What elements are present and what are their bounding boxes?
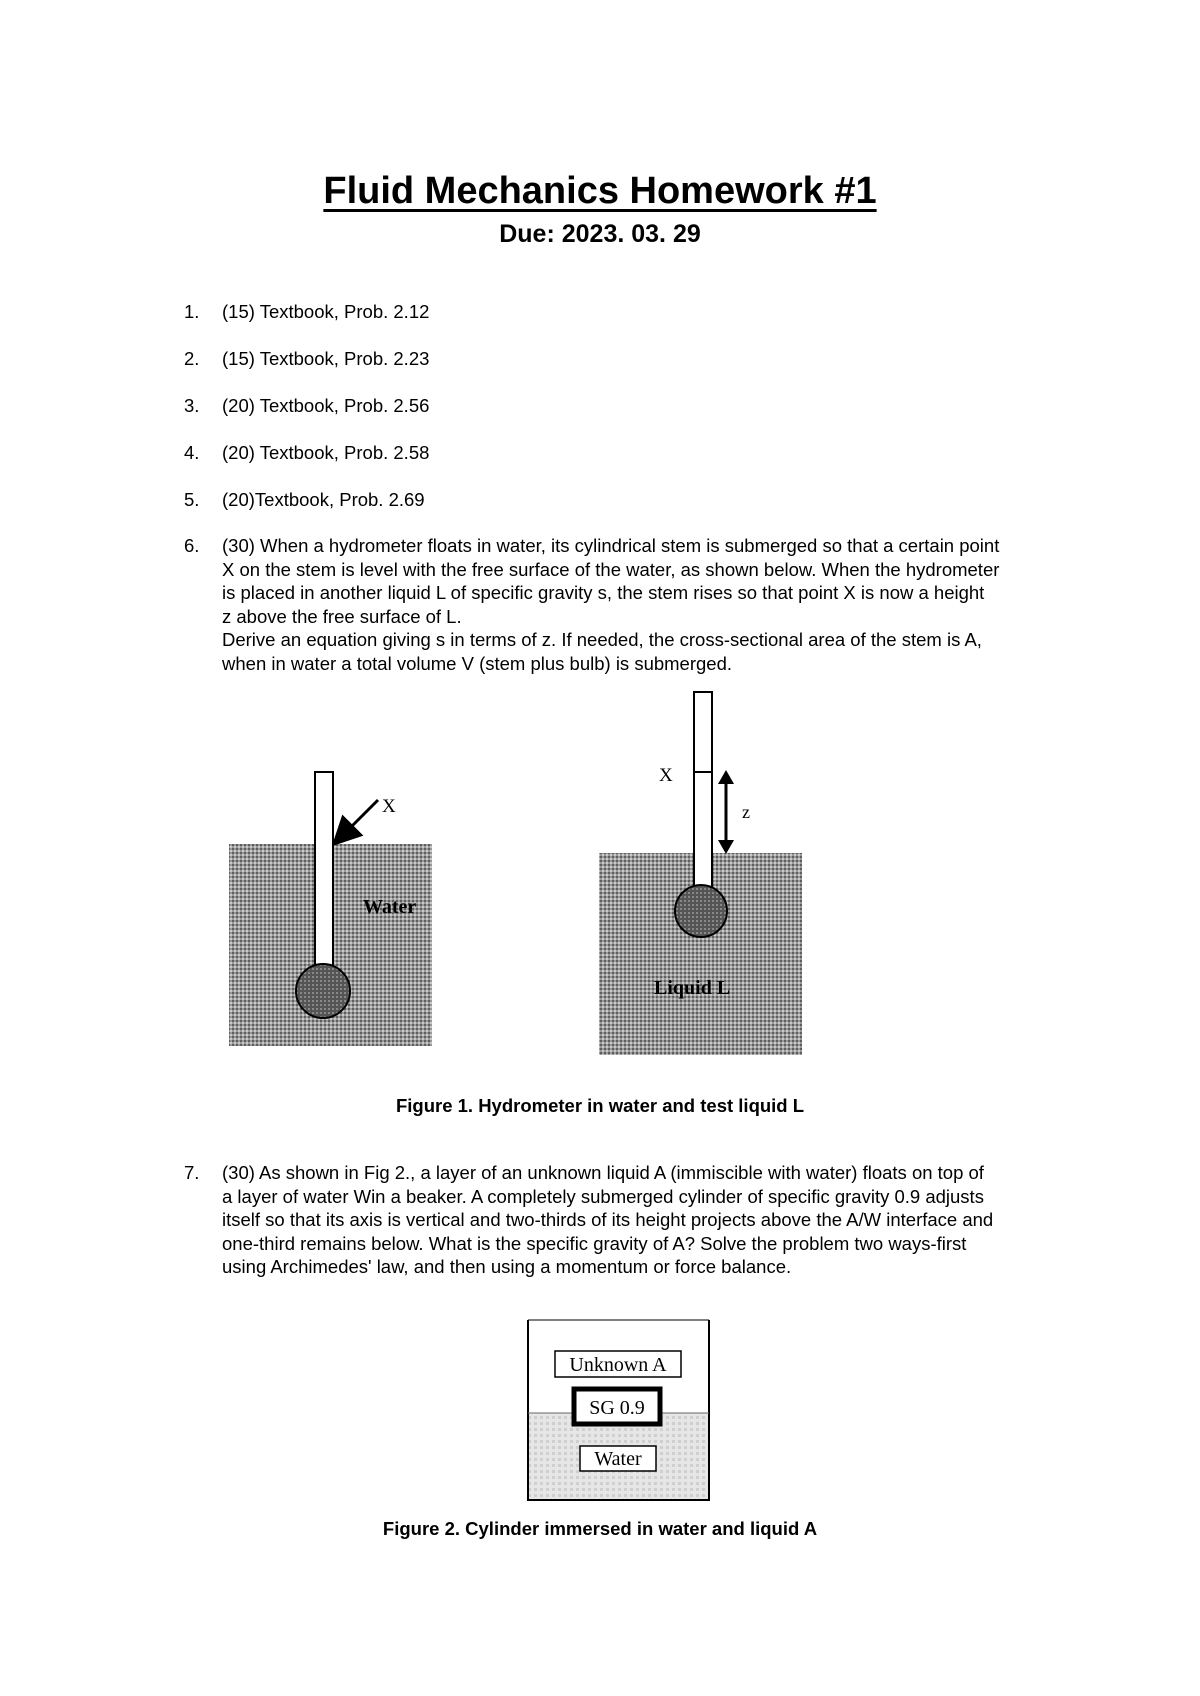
problem-number: 5. (184, 489, 200, 510)
problem-text: (20) Textbook, Prob. 2.58 (222, 442, 430, 463)
problem-number: 4. (184, 442, 200, 463)
z-arrow-down (718, 840, 734, 854)
hydrometer-in-liquid (599, 692, 802, 1055)
liquid-label: Liquid L (654, 977, 731, 999)
hydrometer-bulb (296, 964, 350, 1018)
water-label-fig2: Water (594, 1448, 642, 1470)
cylinder-label: SG 0.9 (589, 1397, 645, 1419)
page-title: Fluid Mechanics Homework #1 (323, 170, 877, 212)
hydrometer-in-water (229, 772, 432, 1046)
hydrometer-stem (315, 772, 333, 972)
problem-line: z above the free surface of L. (222, 605, 462, 627)
problem-line: when in water a total volume V (stem plus bulb) is submerged. (222, 652, 733, 674)
due-date: Due: 2023. 03. 29 (499, 220, 701, 248)
problem-number: 2. (184, 348, 200, 369)
problem-line: using Archimedes' law, and then using a momentum or force balance. (222, 1256, 792, 1277)
problem-text: (15) Textbook, Prob. 2.12 (222, 301, 430, 322)
problem-line: itself so that its axis is vertical and two-thirds of its height projects above the A/W interface and (222, 1209, 994, 1230)
problem-text: (15) Textbook, Prob. 2.23 (222, 348, 430, 369)
problem-number: 6. (184, 535, 200, 556)
point-x-arrow (336, 800, 378, 842)
unknown-a-label: Unknown A (569, 1354, 667, 1376)
problem-number: 1. (184, 301, 200, 322)
problem-line: is placed in another liquid L of specific gravity s, the stem rises so that point X is now a height (222, 582, 985, 603)
problem-line: X on the stem is level with the free surface of the water, as shown below. When the hydrometer (222, 558, 1000, 580)
problem-text: (20)Textbook, Prob. 2.69 (222, 489, 425, 510)
problem-line: (30) When a hydrometer floats in water, its cylindrical stem is submerged so that a certain point (222, 535, 1000, 556)
beaker-figure (528, 1320, 709, 1500)
z-label: z (742, 802, 750, 822)
problem-number: 7. (184, 1162, 200, 1183)
hydrometer-stem (694, 692, 712, 890)
hydrometer-bulb (675, 885, 727, 937)
figure-1-caption: Figure 1. Hydrometer in water and test liquid L (395, 1095, 805, 1116)
problem-line: a layer of water Win a beaker. A completely submerged cylinder of specific gravity 0.9 adjusts (222, 1185, 984, 1207)
problem-line: Derive an equation giving s in terms of z. If needed, the cross-sectional area of the stem is A, (222, 629, 982, 650)
x-label-right: X (659, 765, 673, 786)
z-arrow-up (718, 770, 734, 784)
problem-line: (30) As shown in Fig 2., a layer of an unknown liquid A (immiscible with water) floats on top of (222, 1162, 984, 1183)
problem-line: one-third remains below. What is the specific gravity of A? Solve the problem two ways-first (222, 1232, 967, 1254)
problem-text: (20) Textbook, Prob. 2.56 (222, 395, 430, 416)
figure-2-caption: Figure 2. Cylinder immersed in water and liquid A (382, 1518, 818, 1539)
water-label: Water (363, 896, 417, 918)
x-label-left: X (382, 796, 396, 817)
problem-number: 3. (184, 395, 200, 416)
